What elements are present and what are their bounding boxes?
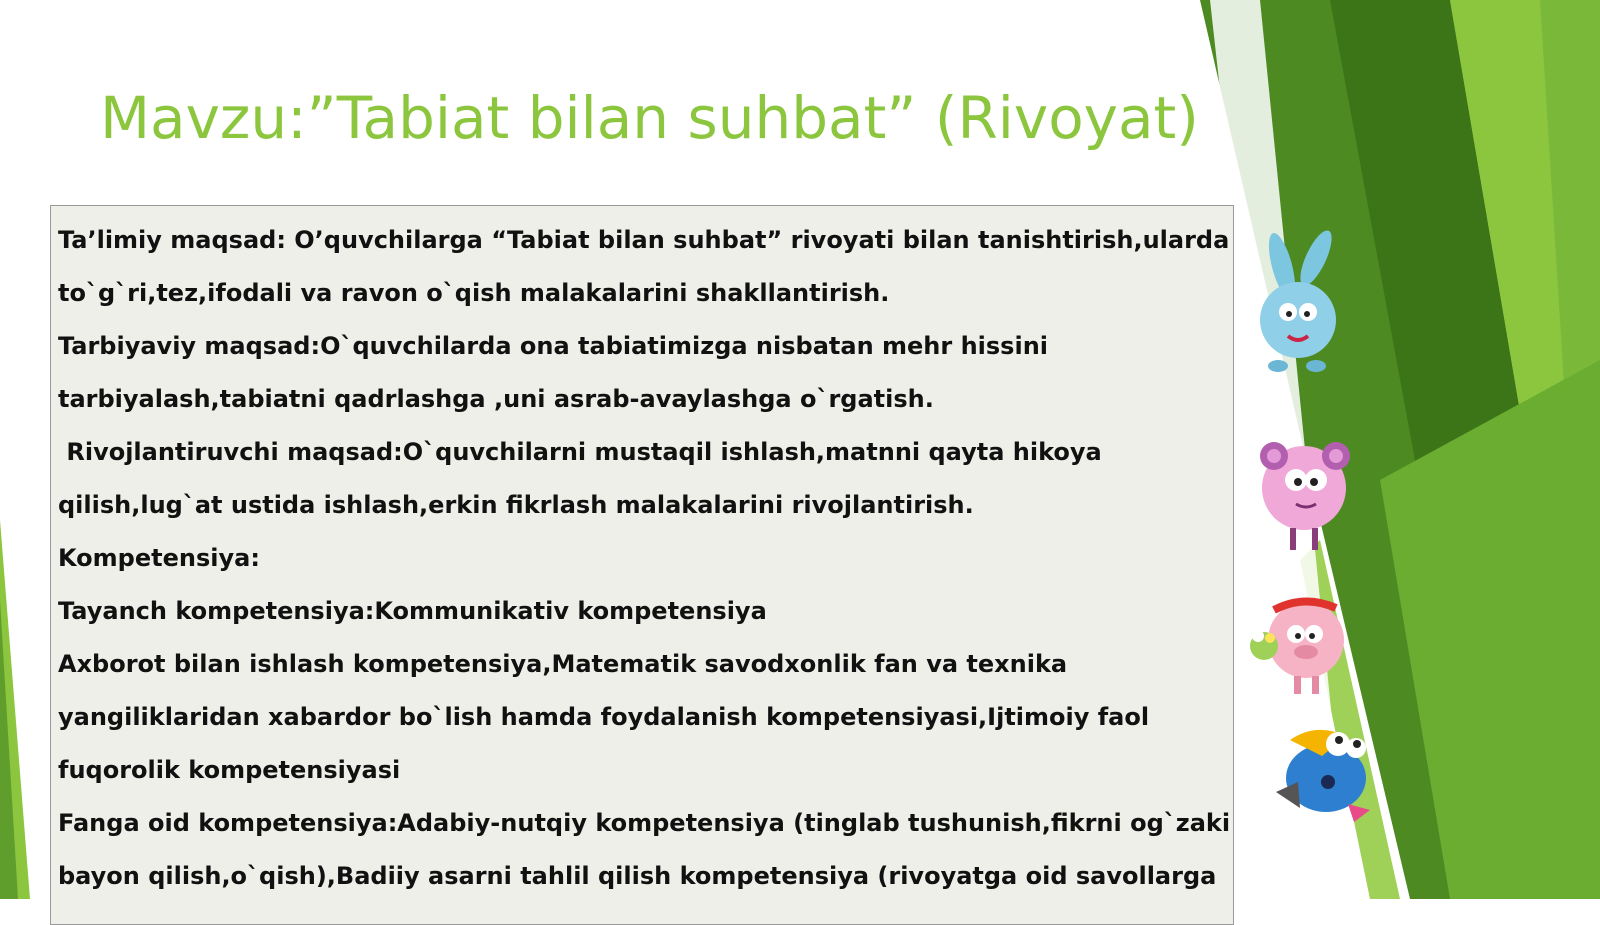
body-line: Axborot bilan ishlash kompetensiya,Matematik savodxonlik fan va texnika [58,650,1068,678]
body-line: fuqorolik kompetensiyasi [58,756,401,784]
body-line: Ta’limiy maqsad: O’quvchilarga “Tabiat bilan suhbat” rivoyati bilan tanishtirish,ularda [58,226,1230,254]
body-line: Kompetensiya: [58,544,260,572]
blue-rabbit-icon [1250,228,1350,376]
body-line: to`g`ri,tez,ifodali va ravon o`qish malakalarini shakllantirish. [58,279,890,307]
body-line: qilish,lug`at ustida ishlash,erkin fikrlash malakalarini rivojlantirish. [58,491,974,519]
slide-title: Mavzu:”Tabiat bilan suhbat” (Rivoyat) [100,84,1199,152]
body-line: tarbiyalash,tabiatni qadrlashga ,uni asrab-avaylashga o`rgatish. [58,385,934,413]
body-line: Tarbiyaviy maqsad:O`quvchilarda ona tabiatimizga nisbatan mehr hissini [58,332,1048,360]
pink-ram-icon [1252,430,1356,554]
blue-bird-icon [1262,718,1384,824]
body-line: Rivojlantiruvchi maqsad:O`quvchilarni mustaqil ishlash,matnni qayta hikoya [58,438,1102,466]
body-line: Tayanch kompetensiya:Kommunikativ kompetensiya [58,597,767,625]
objectives-text-box [50,205,1234,925]
body-line: Fanga oid kompetensiya:Adabiy-nutqiy kompetensiya (tinglab tushunish,fikrni og`zaki [58,809,1231,837]
body-line: yangiliklaridan xabardor bo`lish hamda foydalanish kompetensiyasi,Ijtimoiy faol [58,703,1150,731]
pink-pig-icon [1244,588,1356,700]
body-line: bayon qilish,o`qish),Badiiy asarni tahlil qilish kompetensiya (rivoyatga oid savollarga [58,862,1217,890]
